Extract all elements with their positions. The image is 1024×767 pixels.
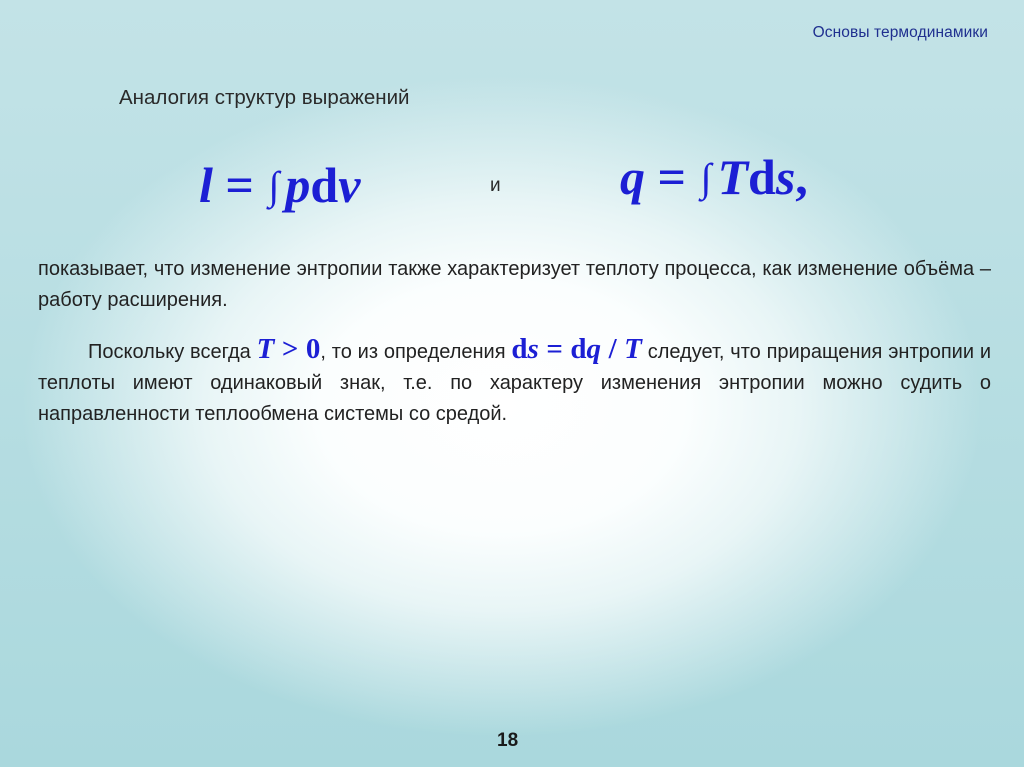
inline-entropy-definition-formula <box>511 333 641 365</box>
formula-symbol-q: q <box>620 149 645 205</box>
formula-differential-d: d <box>570 333 587 365</box>
paragraph-entropy-analogy: показывает, что изменение энтропии также характеризует теплоту процесса, как изменение объёма – работу расширения. <box>38 258 991 311</box>
formula-greater-than: > <box>274 333 306 365</box>
work-integral-formula <box>199 157 361 213</box>
paragraph-text: Поскольку всегда <box>88 341 257 363</box>
page-number: 18 <box>497 730 519 751</box>
paragraph-text: , то из определения <box>320 341 512 363</box>
formula-equals: = <box>212 157 267 213</box>
presentation-title: Основы термодинамики <box>812 24 988 41</box>
paragraph-text: следует, что приращения энтропии и теплоты имеют одинаковый знак, т.е. по характеру изменения энтропии можно судить о направленности теплообмена системы со средой. <box>38 341 992 425</box>
formula-slash: / <box>601 333 625 365</box>
formula-symbol-v: v <box>338 157 361 213</box>
formula-symbol-l: l <box>199 157 213 213</box>
formula-equals: = <box>538 333 571 365</box>
heat-integral-formula <box>620 149 808 205</box>
formula-differential-d: d <box>310 157 339 213</box>
formula-symbol-q: q <box>586 333 602 365</box>
formula-symbol-s: s <box>527 333 539 365</box>
formula-symbol-s: s <box>775 149 796 205</box>
formula-symbol-T: T <box>256 333 275 365</box>
formula-symbol-p: p <box>285 157 311 213</box>
formula-symbol-T: T <box>624 333 642 365</box>
integral-sign-icon: ∫ <box>268 163 280 208</box>
conjunction-text: и <box>490 175 501 196</box>
formula-differential-d: d <box>511 333 528 365</box>
inline-condition-formula <box>257 333 321 365</box>
formula-differential-d: d <box>748 149 776 205</box>
formula-zero: 0 <box>305 333 321 365</box>
section-title: Аналогия структур выражений <box>119 86 410 109</box>
formula-symbol-T: T <box>717 149 749 205</box>
paragraph-entropy-sign <box>38 333 992 430</box>
formula-comma: , <box>795 149 808 205</box>
formula-equals: = <box>645 149 699 205</box>
integral-sign-icon: ∫ <box>700 155 712 200</box>
